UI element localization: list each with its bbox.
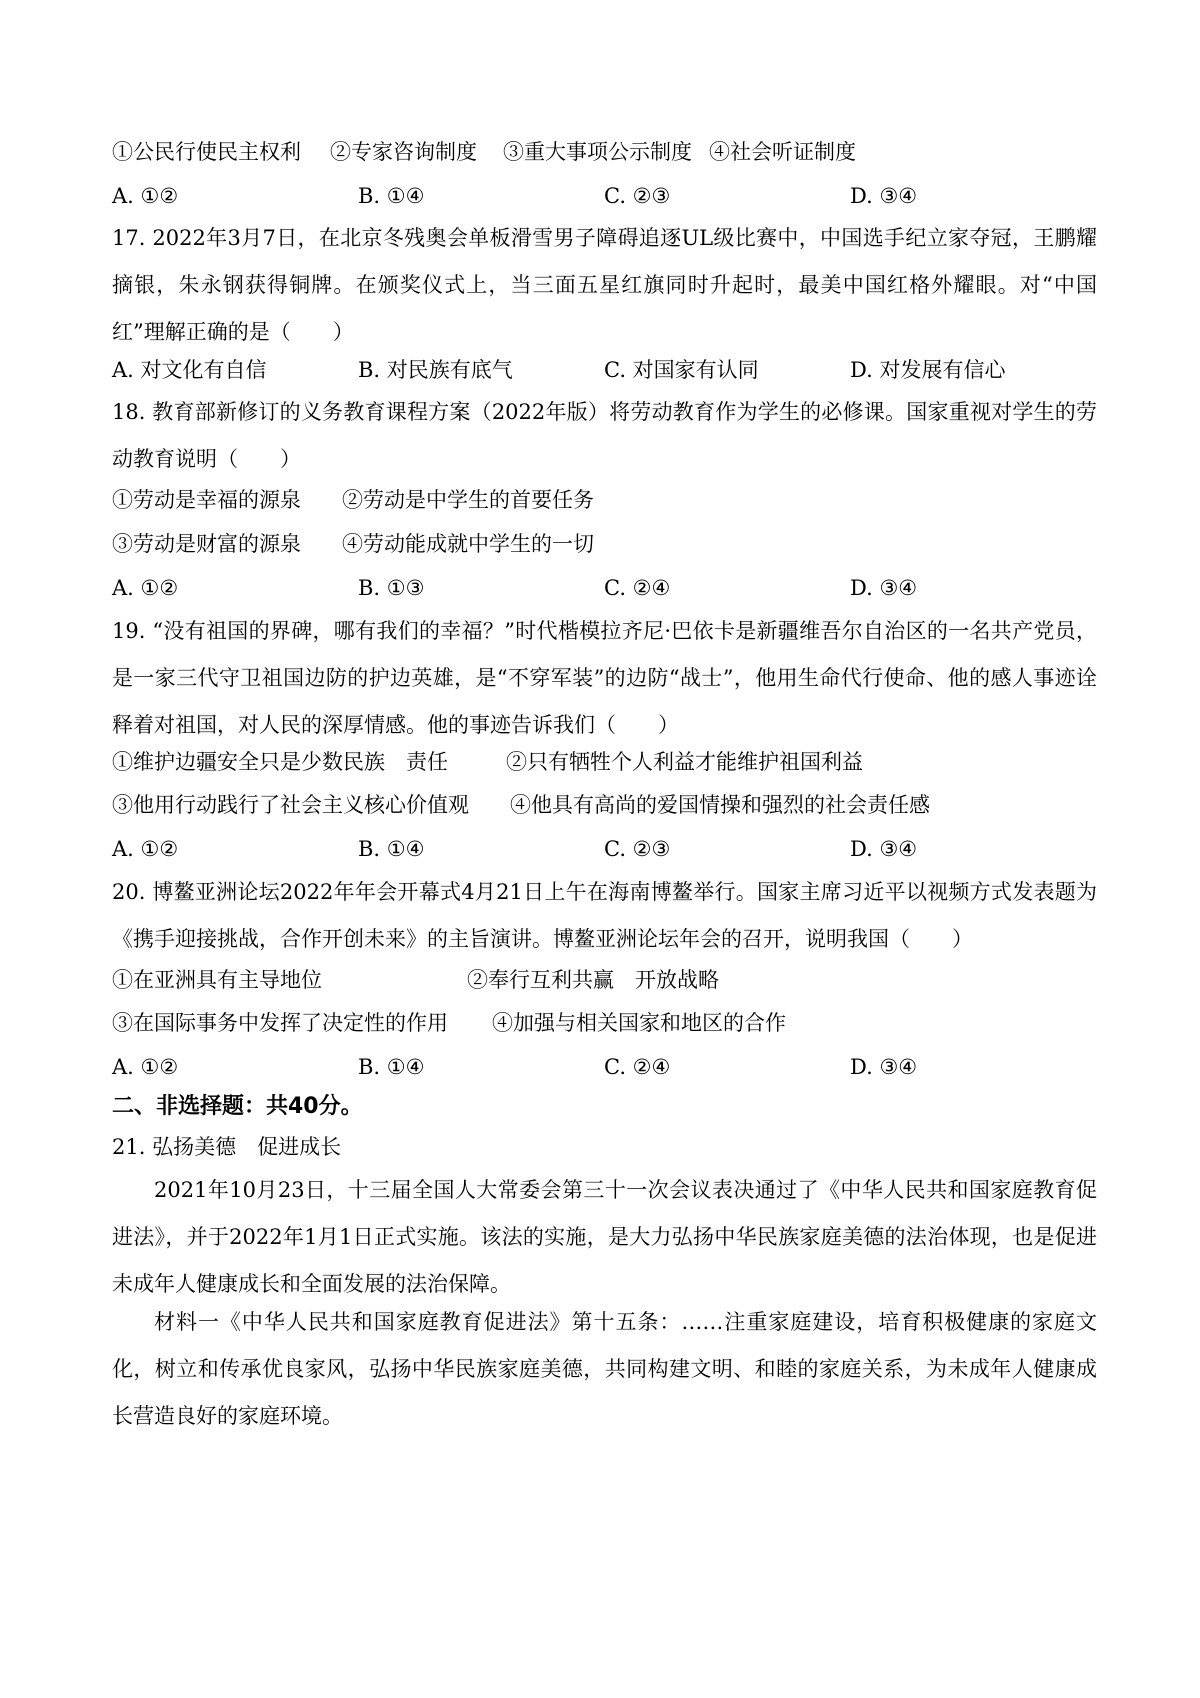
q16-option-c[interactable]: C. ②③ (604, 184, 671, 208)
q18-statement-4: ④劳动能成就中学生的一切 (342, 532, 594, 556)
q17-option-c[interactable]: C. 对国家有认同 (604, 358, 759, 382)
q18-stem: 18. 教育部新修订的义务教育课程方案（2022年版）将劳动教育作为学生的必修课。国家重视对学生的劳动教育说明（ ） (112, 400, 1097, 471)
q16-statement-1: ①公民行使民主权利 (112, 140, 301, 164)
section-2-heading: 二、非选择题：共40分。 (112, 1094, 363, 1119)
q19-statement-2: ②只有牺牲个人利益才能维护祖国利益 (506, 750, 863, 774)
q19-option-a[interactable]: A. ①② (112, 837, 179, 861)
q18-option-a[interactable]: A. ①② (112, 576, 179, 600)
q18-option-c[interactable]: C. ②④ (604, 576, 671, 600)
q19-statement-3: ③他用行动践行了社会主义核心价值观 (112, 793, 469, 817)
q17-option-a[interactable]: A. 对文化有自信 (112, 358, 267, 382)
q18-option-b[interactable]: B. ①③ (358, 576, 425, 600)
q18-option-d[interactable]: D. ③④ (850, 576, 918, 600)
q16-statement-3: ③重大事项公示制度 (503, 140, 692, 164)
q20-option-b[interactable]: B. ①④ (358, 1055, 425, 1079)
q16-option-d[interactable]: D. ③④ (850, 184, 918, 208)
q19-option-b[interactable]: B. ①④ (358, 837, 425, 861)
q19-option-c[interactable]: C. ②③ (604, 837, 671, 861)
q19-statement-4: ④他具有高尚的爱国情操和强烈的社会责任感 (510, 793, 930, 817)
q19-stem: 19. “没有祖国的界碑，哪有我们的幸福？”时代楷模拉齐尼·巴依卡是新疆维吾尔自治区的一名共产党员，是一家三代守卫祖国边防的护边英雄，是“不穿军装”的边防“战士”，他用生命代行使命、他的感人事迹诠释着对祖国，对人民的深厚情感。他的事迹告诉我们（ ） (112, 619, 1097, 737)
q17-option-b[interactable]: B. 对民族有底气 (358, 358, 513, 382)
q20-statement-1: ①在亚洲具有主导地位 (112, 968, 322, 992)
q16-option-a[interactable]: A. ①② (112, 184, 179, 208)
q18-statement-1: ①劳动是幸福的源泉 (112, 488, 301, 512)
q17-stem: 17. 2022年3月7日，在北京冬残奥会单板滑雪男子障碍追逐UL级比赛中，中国选手纪立家夺冠，王鹏耀摘银，朱永钢获得铜牌。在颁奖仪式上，当三面五星红旗同时升起时，最美中国红格外耀眼。对“中国红”理解正确的是（ ） (112, 226, 1097, 344)
q20-option-a[interactable]: A. ①② (112, 1055, 179, 1079)
q20-option-d[interactable]: D. ③④ (850, 1055, 918, 1079)
q16-statement-4: ④社会听证制度 (709, 140, 856, 164)
q17-option-d[interactable]: D. 对发展有信心 (850, 358, 1006, 382)
q16-statement-2: ②专家咨询制度 (330, 140, 477, 164)
q21-title: 21. 弘扬美德 促进成长 (112, 1135, 342, 1159)
q20-option-c[interactable]: C. ②④ (604, 1055, 671, 1079)
q19-option-d[interactable]: D. ③④ (850, 837, 918, 861)
q20-stem: 20. 博鳌亚洲论坛2022年年会开幕式4月21日上午在海南博鳌举行。国家主席习近平以视频方式发表题为《携手迎接挑战，合作开创未来》的主旨演讲。博鳌亚洲论坛年会的召开，说明我国（ ） (112, 880, 1097, 951)
q20-statement-4: ④加强与相关国家和地区的合作 (492, 1011, 786, 1035)
q21-paragraph-1: 2021年10月23日，十三届全国人大常委会第三十一次会议表决通过了《中华人民共和国家庭教育促进法》，并于2022年1月1日正式实施。该法的实施，是大力弘扬中华民族家庭美德的法治体现，也是促进未成年人健康成长和全面发展的法治保障。 (112, 1178, 1097, 1296)
q16-option-b[interactable]: B. ①④ (358, 184, 425, 208)
q18-statement-3: ③劳动是财富的源泉 (112, 532, 301, 556)
q18-statement-2: ②劳动是中学生的首要任务 (342, 488, 594, 512)
q19-statement-1: ①维护边疆安全只是少数民族 责任 (112, 750, 448, 774)
q20-statement-3: ③在国际事务中发挥了决定性的作用 (112, 1011, 448, 1035)
q20-statement-2: ②奉行互利共赢 开放战略 (467, 968, 719, 992)
q21-material-1: 材料一《中华人民共和国家庭教育促进法》第十五条：……注重家庭建设，培育积极健康的家庭文化，树立和传承优良家风，弘扬中华民族家庭美德，共同构建文明、和睦的家庭关系，为未成年人健康成长营造良好的家庭环境。 (112, 1310, 1097, 1428)
